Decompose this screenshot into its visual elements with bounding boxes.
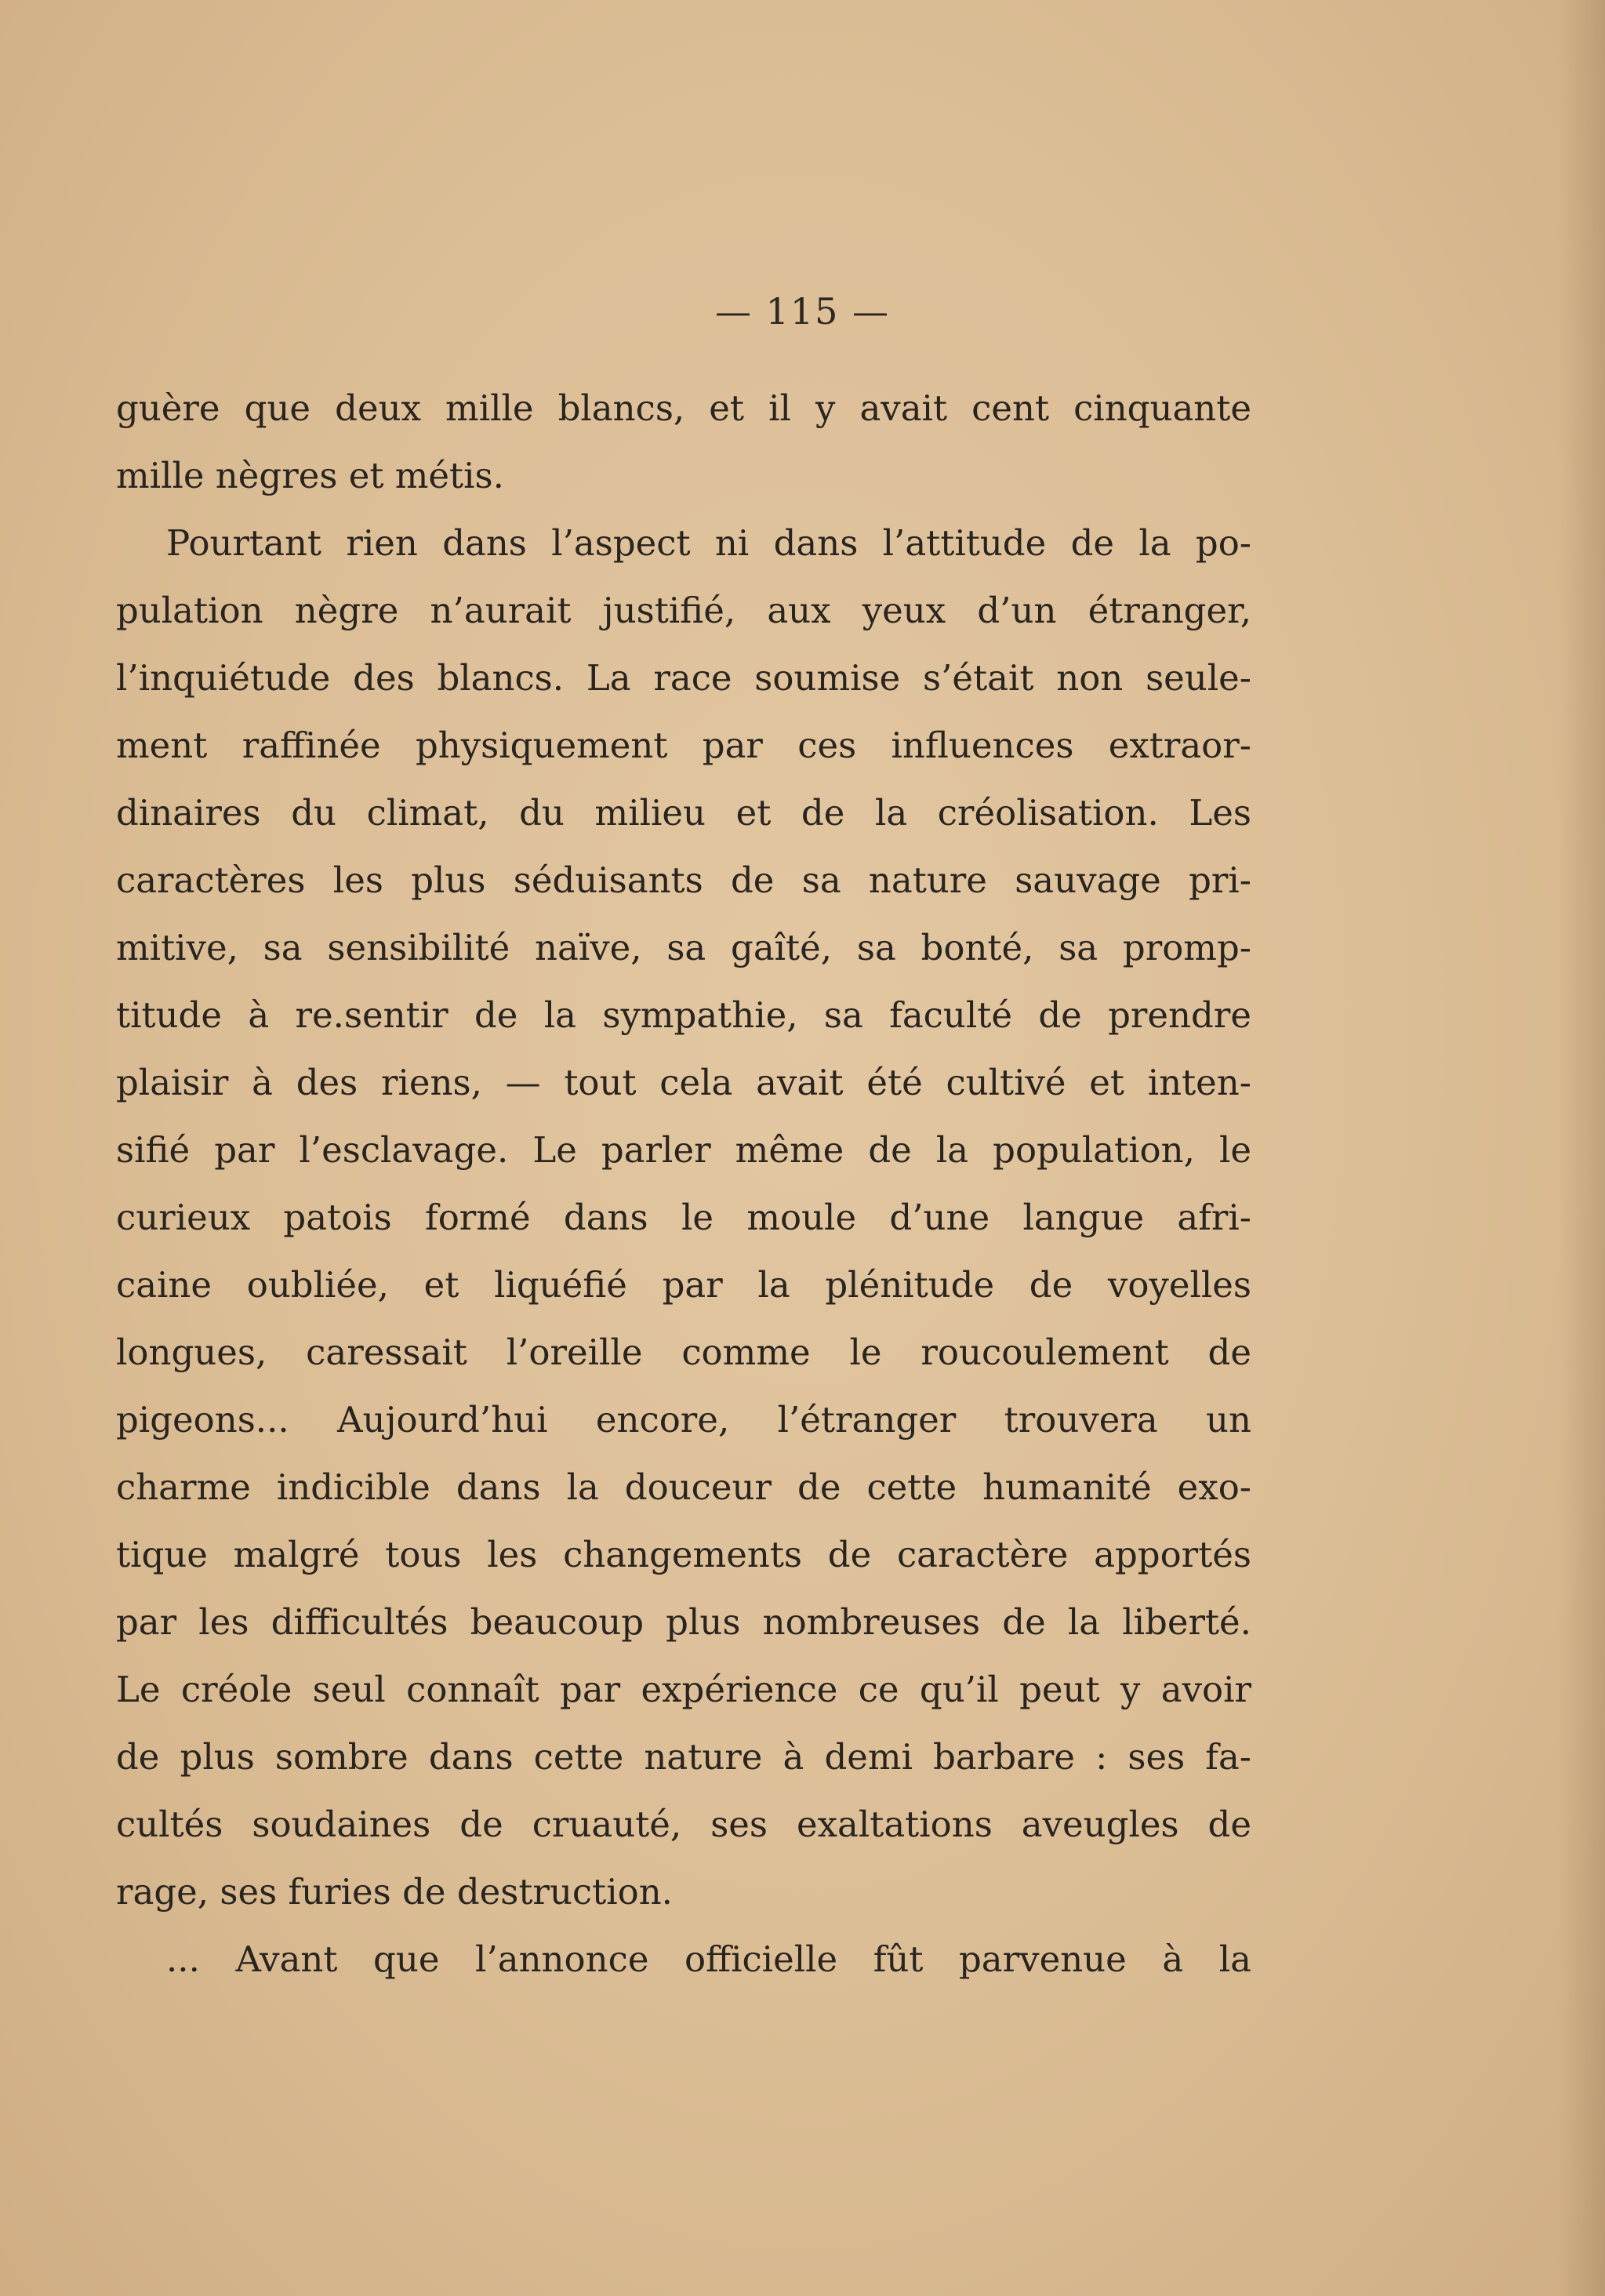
text-line: mille nègres et métis. <box>116 455 504 496</box>
page-edge-shadow <box>1558 0 1605 2296</box>
text-line: guère que deux mille blancs, et il y avait cent cinquante <box>116 387 1251 429</box>
text-line: ... Avant que l’annonce officielle fût parvenue à la <box>166 1938 1251 1980</box>
text-line: caine oubliée, et liquéfié par la plénitude de voyelles <box>116 1264 1251 1306</box>
text-line: caractères les plus séduisants de sa nature sauvage pri- <box>116 859 1251 901</box>
text-line: plaisir à des riens, — tout cela avait été cultivé et inten- <box>116 1062 1251 1103</box>
text-line: dinaires du climat, du milieu et de la créolisation. Les <box>116 792 1251 834</box>
body-text <box>116 375 1251 1993</box>
text-line: pigeons... Aujourd’hui encore, l’étranger trouvera un <box>116 1399 1251 1440</box>
text-line: tique malgré tous les changements de caractère apportés <box>116 1534 1251 1575</box>
text-line: mitive, sa sensibilité naïve, sa gaîté, sa bonté, sa promp- <box>116 927 1251 968</box>
text-line: charme indicible dans la douceur de cette humanité exo- <box>116 1466 1251 1508</box>
text-line: l’inquiétude des blancs. La race soumise s’était non seule- <box>116 657 1251 699</box>
text-line: Le créole seul connaît par expérience ce qu’il peut y avoir <box>116 1669 1251 1710</box>
page-number: — 115 — <box>714 290 891 332</box>
text-line: curieux patois formé dans le moule d’une langue afri- <box>116 1197 1251 1238</box>
text-line: pulation nègre n’aurait justifié, aux yeux d’un étranger, <box>116 590 1251 631</box>
text-line: Pourtant rien dans l’aspect ni dans l’attitude de la po- <box>166 522 1251 564</box>
text-line: cultés soudaines de cruauté, ses exaltations aveugles de <box>116 1804 1251 1845</box>
text-line: sifié par l’esclavage. Le parler même de la population, le <box>116 1129 1251 1171</box>
text-line: rage, ses furies de destruction. <box>116 1871 673 1913</box>
text-line: ment raffinée physiquement par ces influences extraor- <box>116 725 1251 766</box>
text-line: par les difficultés beaucoup plus nombreuses de la liberté. <box>116 1601 1251 1643</box>
text-line: longues, caressait l’oreille comme le roucoulement de <box>116 1331 1251 1373</box>
text-line: titude à re.sentir de la sympathie, sa faculté de prendre <box>116 994 1251 1036</box>
text-line: de plus sombre dans cette nature à demi barbare : ses fa- <box>116 1736 1251 1778</box>
